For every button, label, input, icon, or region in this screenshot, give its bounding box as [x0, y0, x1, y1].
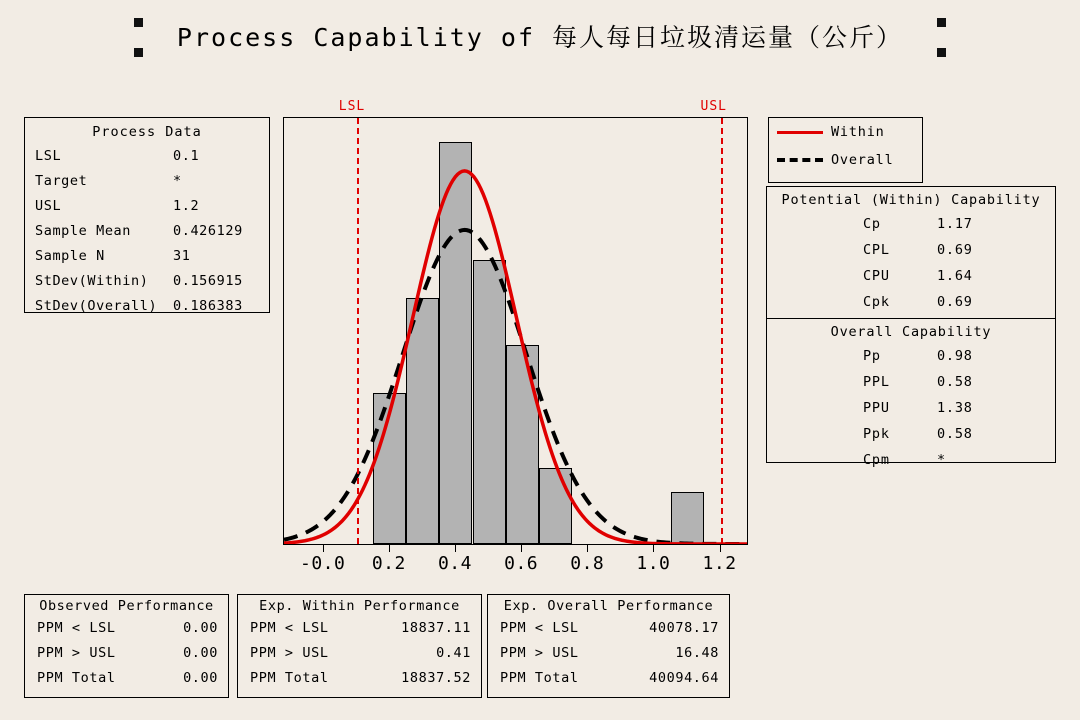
capability-label: Ppk [863, 426, 890, 442]
observed-performance-heading: Observed Performance [39, 598, 214, 614]
process-data-value: 1.2 [173, 198, 200, 214]
axis-tick-label: -0.0 [299, 553, 346, 574]
x-axis [283, 545, 748, 581]
performance-value: 18837.52 [401, 670, 471, 686]
performance-value: 18837.11 [401, 620, 471, 636]
performance-value: 16.48 [675, 645, 719, 661]
capability-label: CPL [863, 242, 890, 258]
capability-label: PPL [863, 374, 890, 390]
performance-value: 40094.64 [649, 670, 719, 686]
performance-row [25, 666, 228, 691]
process-data-row [25, 169, 269, 194]
legend-item-overall [769, 146, 922, 174]
capability-label: CPU [863, 268, 890, 284]
capability-row [767, 237, 1055, 263]
legend-box [768, 117, 923, 183]
axis-tick [455, 545, 456, 552]
process-data-row [25, 194, 269, 219]
within-line-swatch [777, 131, 823, 134]
usl-line [721, 118, 723, 544]
process-data-row [25, 269, 269, 294]
capability-row [767, 263, 1055, 289]
process-data-value: 0.426129 [173, 223, 243, 239]
capability-row [767, 447, 1055, 473]
capability-value: * [937, 452, 946, 468]
performance-value: 0.00 [183, 645, 218, 661]
axis-tick [389, 545, 390, 552]
title-bar [130, 8, 950, 68]
performance-row [488, 641, 729, 666]
performance-label: PPM > USL [250, 645, 329, 661]
overall-curve [284, 230, 747, 544]
legend-item-within [769, 118, 922, 146]
axis-tick [653, 545, 654, 552]
overall-capability-heading: Overall Capability [830, 324, 992, 340]
usl-label: USL [700, 99, 728, 114]
capability-row [767, 369, 1055, 395]
expected-overall-heading: Exp. Overall Performance [503, 598, 714, 614]
capability-value: 0.58 [937, 374, 973, 390]
process-data-label: Target [35, 173, 88, 189]
performance-value: 0.41 [436, 645, 471, 661]
performance-row [488, 616, 729, 641]
axis-tick-label: 1.0 [636, 553, 671, 574]
observed-performance-box [24, 594, 229, 698]
process-data-label: LSL [35, 148, 62, 164]
capability-label: Cpk [863, 294, 890, 310]
performance-label: PPM Total [37, 670, 116, 686]
process-data-value: * [173, 173, 182, 189]
capability-box [766, 186, 1056, 468]
process-data-value: 0.186383 [173, 298, 243, 314]
process-data-heading: Process Data [92, 124, 202, 140]
capability-row [767, 211, 1055, 237]
process-data-row [25, 244, 269, 269]
axis-tick-label: 1.2 [702, 553, 737, 574]
performance-value: 40078.17 [649, 620, 719, 636]
potential-capability-heading: Potential (Within) Capability [781, 192, 1041, 208]
process-data-row [25, 294, 269, 319]
process-data-row [25, 144, 269, 169]
capability-label: Cpm [863, 452, 890, 468]
capability-label: Pp [863, 348, 881, 364]
performance-label: PPM Total [250, 670, 329, 686]
process-data-row [25, 219, 269, 244]
performance-row [238, 641, 481, 666]
performance-label: PPM < LSL [500, 620, 579, 636]
legend-label: Overall [831, 152, 894, 168]
axis-tick-label: 0.2 [371, 553, 406, 574]
process-data-label: Sample Mean [35, 223, 132, 239]
process-data-label: USL [35, 198, 62, 214]
capability-value: 1.38 [937, 400, 973, 416]
performance-value: 0.00 [183, 620, 218, 636]
capability-label: Cp [863, 216, 881, 232]
performance-row [488, 666, 729, 691]
lsl-line [357, 118, 359, 544]
capability-value: 1.17 [937, 216, 973, 232]
axis-tick [323, 545, 324, 552]
within-curve [284, 171, 747, 544]
process-data-label: StDev(Overall) [35, 298, 158, 314]
performance-label: PPM > USL [500, 645, 579, 661]
process-data-label: Sample N [35, 248, 105, 264]
capability-value: 1.64 [937, 268, 973, 284]
axis-tick [720, 545, 721, 552]
capability-value: 0.58 [937, 426, 973, 442]
capability-value: 0.69 [937, 294, 973, 310]
process-data-box [24, 117, 270, 313]
axis-tick [521, 545, 522, 552]
performance-row [25, 616, 228, 641]
performance-label: PPM > USL [37, 645, 116, 661]
capability-value: 0.69 [937, 242, 973, 258]
performance-label: PPM < LSL [250, 620, 329, 636]
lsl-label: LSL [338, 99, 366, 114]
legend-label: Within [831, 124, 885, 140]
capability-row [767, 289, 1055, 315]
performance-label: PPM < LSL [37, 620, 116, 636]
process-data-value: 0.156915 [173, 273, 243, 289]
performance-label: PPM Total [500, 670, 579, 686]
axis-tick-label: 0.4 [437, 553, 472, 574]
process-data-value: 0.1 [173, 148, 200, 164]
expected-overall-performance-box [487, 594, 730, 698]
performance-row [25, 641, 228, 666]
capability-value: 0.98 [937, 348, 973, 364]
histogram-plot [283, 117, 748, 545]
axis-tick-label: 0.8 [570, 553, 605, 574]
distribution-curves [284, 118, 747, 544]
capability-label: PPU [863, 400, 890, 416]
expected-within-performance-box [237, 594, 482, 698]
axis-tick-label: 0.6 [504, 553, 539, 574]
capability-row [767, 395, 1055, 421]
capability-row [767, 343, 1055, 369]
process-data-label: StDev(Within) [35, 273, 149, 289]
page-title: Process Capability of 每人每日垃圾清运量（公斤） [176, 23, 904, 52]
capability-row [767, 421, 1055, 447]
overall-line-swatch [777, 158, 823, 162]
axis-tick [587, 545, 588, 552]
process-data-value: 31 [173, 248, 191, 264]
performance-row [238, 666, 481, 691]
performance-row [238, 616, 481, 641]
performance-value: 0.00 [183, 670, 218, 686]
expected-within-heading: Exp. Within Performance [259, 598, 460, 614]
